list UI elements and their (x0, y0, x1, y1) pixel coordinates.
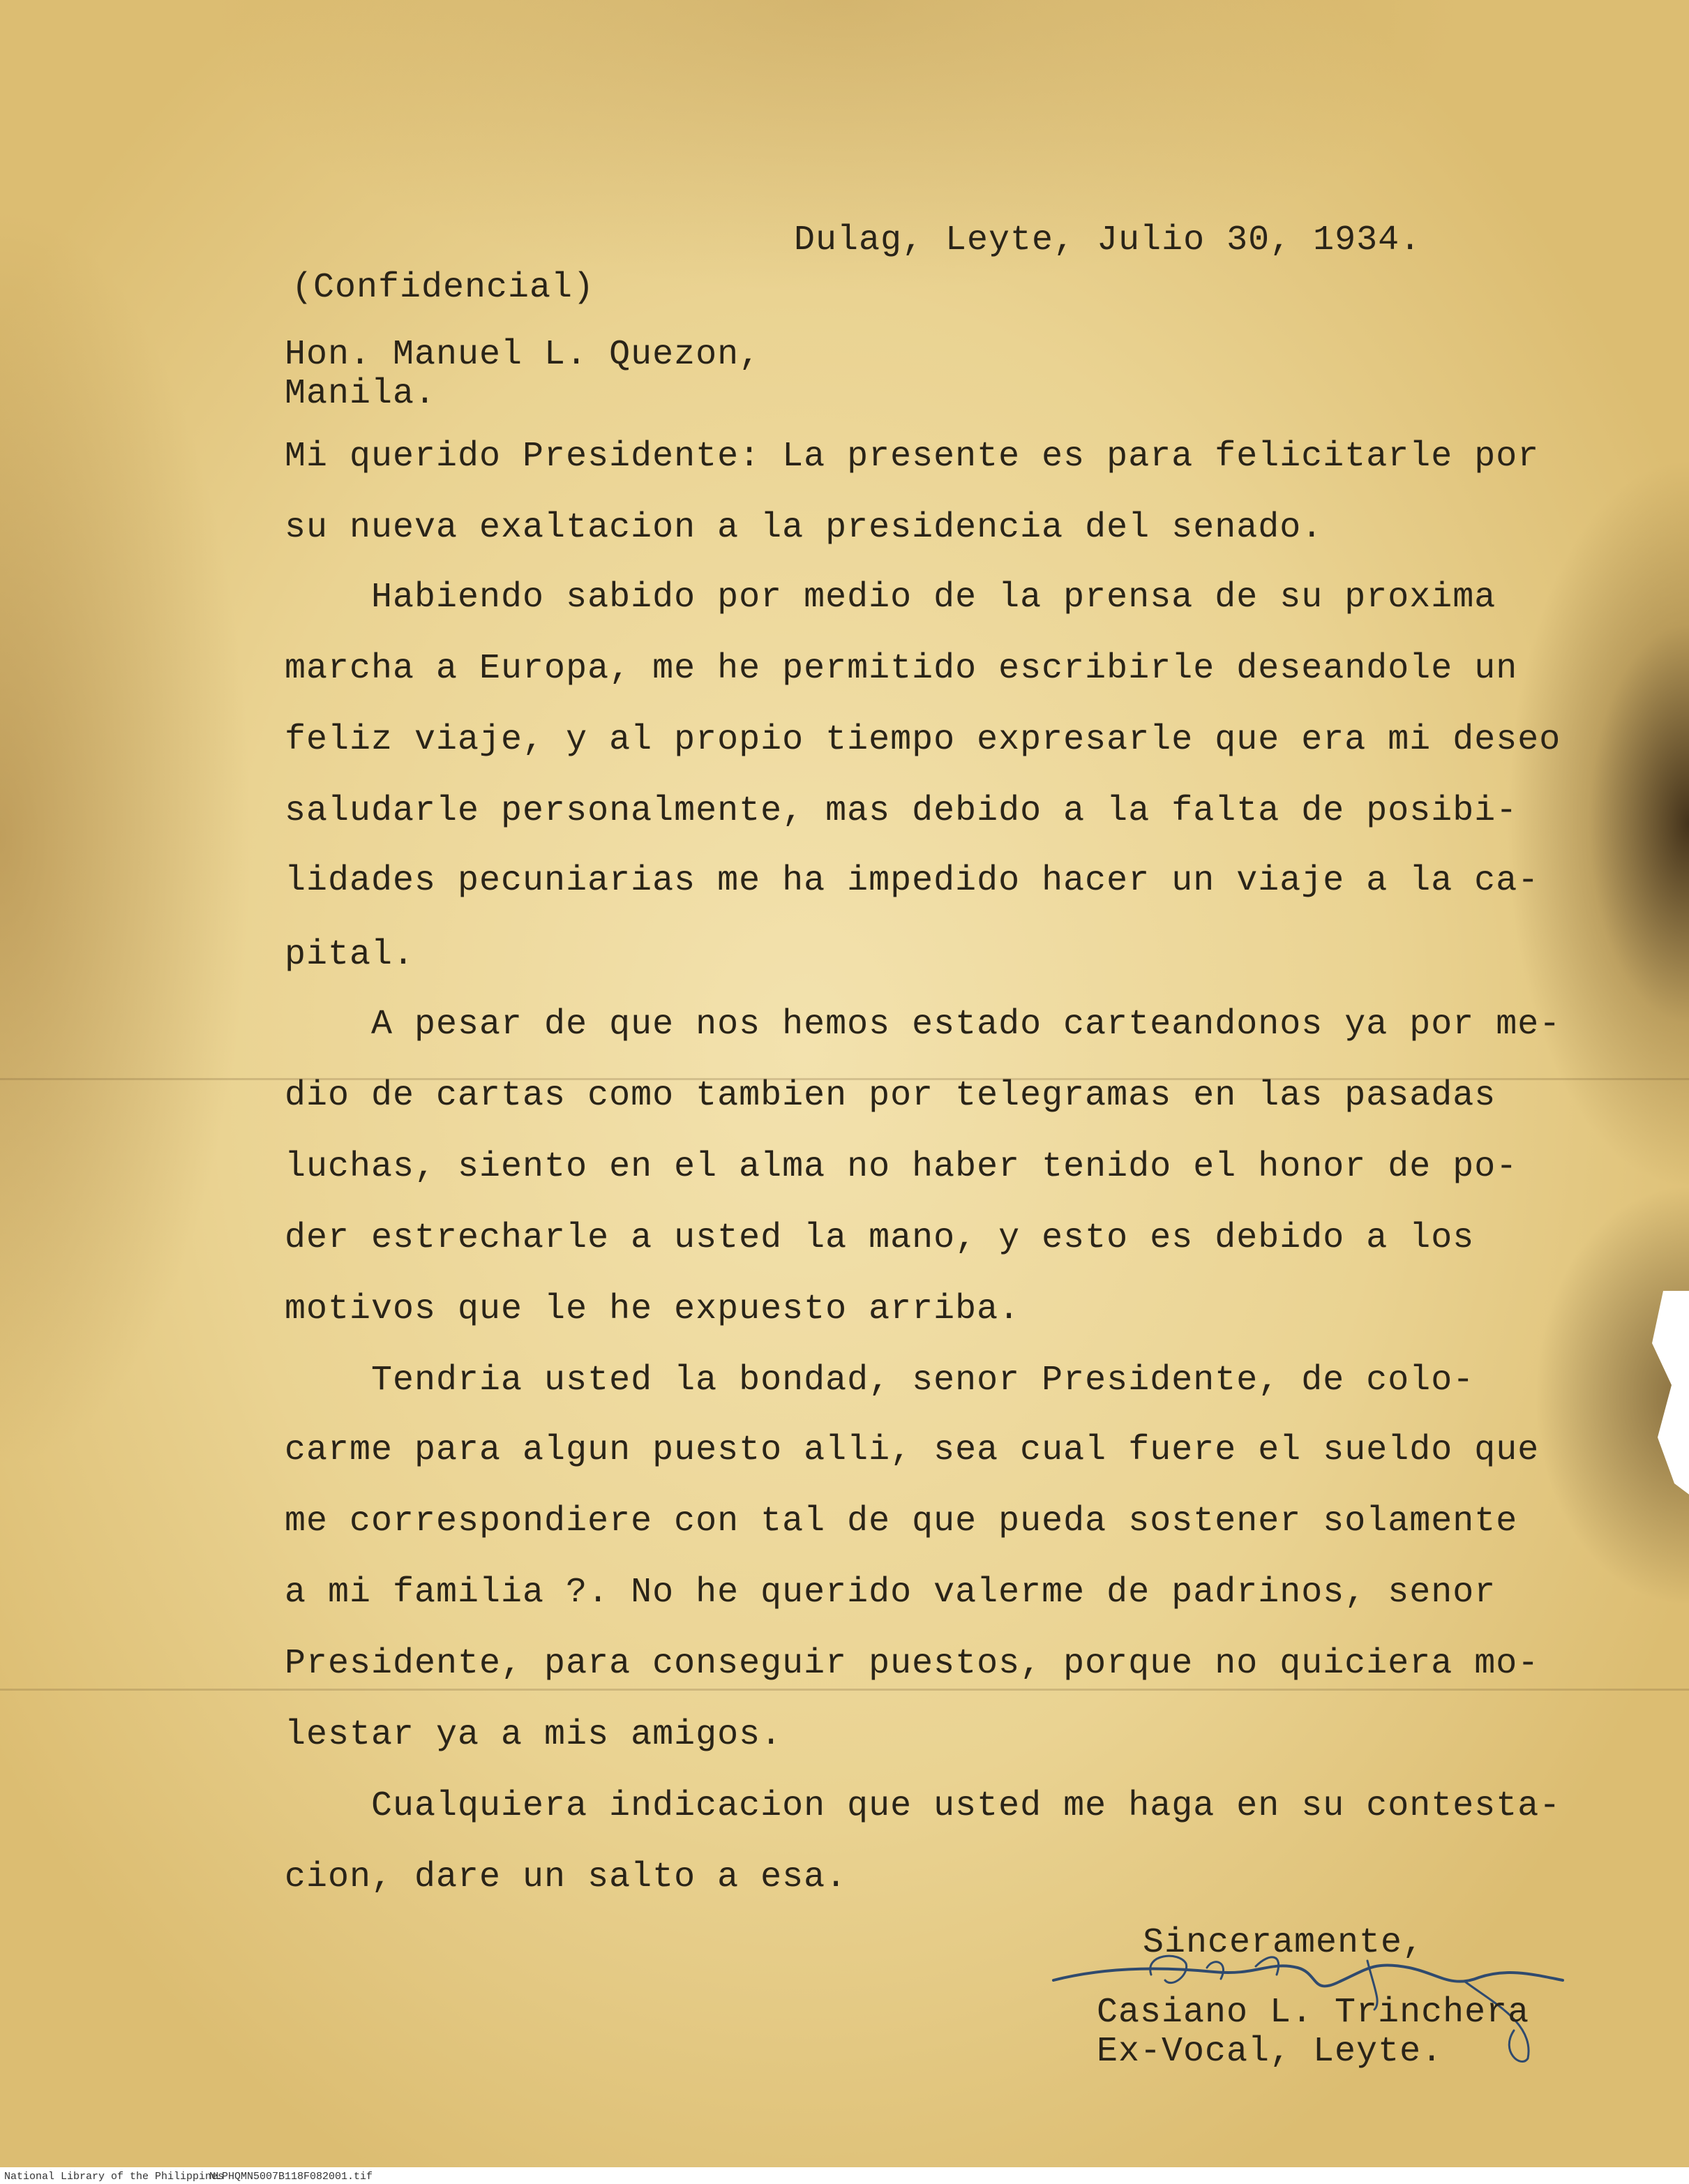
institution-label: National Library of the Philippines (4, 2171, 225, 2183)
body-line: carme para algun puesto alli, sea cual fuere el sueldo que (285, 1430, 1540, 1470)
dateline: Dulag, Leyte, Julio 30, 1934. (794, 220, 1422, 260)
torn-edge (1641, 1291, 1689, 1500)
body-line: cion, dare un salto a esa. (285, 1857, 848, 1897)
closing: Sinceramente, (1143, 1923, 1425, 1963)
body-line: feliz viaje, y al propio tiempo expresarle que era mi deseo (285, 720, 1561, 760)
body-line: luchas, siento en el alma no haber tenido el honor de po- (285, 1147, 1518, 1187)
body-line: motivos que le he expuesto arriba. (285, 1289, 1021, 1329)
fold-crease (0, 1689, 1689, 1691)
body-line: der estrecharle a usted la mano, y esto es debido a los (285, 1218, 1475, 1258)
body-line: me correspondiere con tal de que pueda sostener solamente (285, 1502, 1518, 1541)
addressee: Hon. Manuel L. Quezon, (285, 335, 761, 375)
file-id-label: NLPHQMN5007B118F082001.tif (209, 2171, 373, 2183)
signer-title: Ex-Vocal, Leyte. (1097, 2032, 1443, 2072)
body-line: lestar ya a mis amigos. (285, 1715, 783, 1755)
signer-name: Casiano L. Trinchera (1097, 1993, 1530, 2033)
body-line: dio de cartas como tambien por telegramas en las pasadas (285, 1076, 1496, 1116)
body-line: Presidente, para conseguir puestos, porque no quiciera mo- (285, 1644, 1540, 1684)
body-line: Mi querido Presidente: La presente es para felicitarle por (285, 437, 1540, 477)
confidential-label: (Confidencial) (292, 268, 595, 308)
archive-footer (0, 2169, 1689, 2184)
body-line: su nueva exaltacion a la presidencia del senado. (285, 508, 1323, 548)
body-line: pital. (285, 935, 415, 975)
body-line: marcha a Europa, me he permitido escribirle deseandole un (285, 649, 1518, 689)
body-line: Habiendo sabido por medio de la prensa de su proxima (285, 578, 1496, 618)
body-line: saludarle personalmente, mas debido a la falta de posibi- (285, 791, 1518, 831)
body-line: A pesar de que nos hemos estado carteandonos ya por me- (285, 1005, 1561, 1045)
body-line: a mi familia ?. No he querido valerme de padrinos, senor (285, 1573, 1496, 1613)
body-line: lidades pecuniarias me ha impedido hacer un viaje a la ca- (285, 861, 1540, 901)
body-line: Cualquiera indicacion que usted me haga en su contesta- (285, 1786, 1561, 1826)
body-line: Tendria usted la bondad, senor Presidente, de colo- (285, 1361, 1475, 1400)
addressee-city: Manila. (285, 374, 437, 414)
